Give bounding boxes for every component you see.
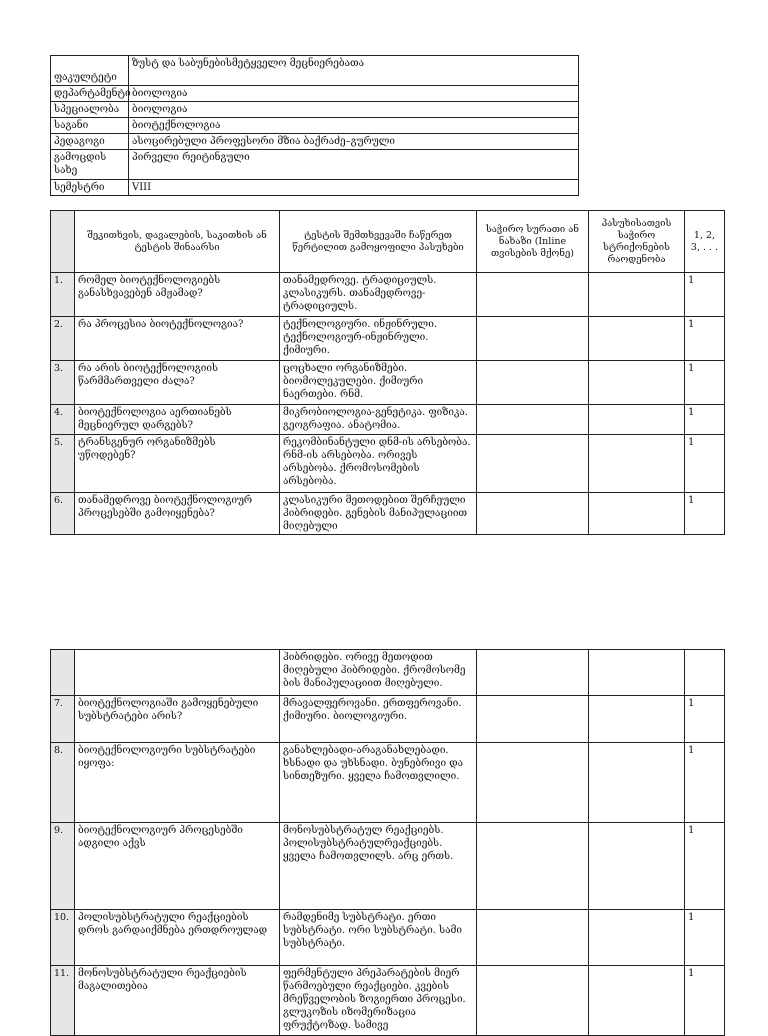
department-row xyxy=(51,86,579,102)
lines-cell xyxy=(589,823,685,910)
department-label: დეპარტამენტი xyxy=(51,86,129,102)
lines-cell xyxy=(589,435,685,493)
row-number xyxy=(51,650,75,696)
answers-cell: ტექნოლოგიური. ინჟინრული. ტექნოლოგიურ-ინჟინრული. ქიმიური. xyxy=(280,317,477,361)
semester-value: VIII xyxy=(129,180,579,196)
table-row xyxy=(51,823,725,910)
image-cell xyxy=(477,317,589,361)
answers-cell: ფერმენტული პრეპარატების მიერ წარმოებული რეაქციები. კვების მრეწველობის ზოგიერთი პროცესი. გლუკოზის იზომერიზაცია ფრუქტოზად. სამივე xyxy=(280,966,477,1036)
row-number: 3. xyxy=(51,361,75,405)
table-row xyxy=(51,696,725,743)
points-cell: 1 xyxy=(685,823,725,910)
question-cell: ბიოტექნოლოგია აერთიანებს მეცნიერულ დარგებს? xyxy=(75,405,280,435)
image-cell xyxy=(477,650,589,696)
question-cell: ბიოტექნოლოგიურ პროცესებში ადგილი აქვს xyxy=(75,823,280,910)
row-number: 2. xyxy=(51,317,75,361)
question-cell: თანამედროვე ბიოტექნოლოგიურ პროცესებში გამოიყენება? xyxy=(75,493,280,535)
exam-type-value: პირველი რეიტინგული xyxy=(129,150,579,180)
table-row xyxy=(51,910,725,966)
header-row xyxy=(51,211,725,273)
points-cell xyxy=(685,650,725,696)
table-row xyxy=(51,743,725,823)
semester-row xyxy=(51,180,579,196)
points-cell: 1 xyxy=(685,743,725,823)
rows-page-1 xyxy=(51,273,725,535)
lines-cell xyxy=(589,493,685,535)
header-image: საჭირო სურათი ან ნახაზი (Inline თვისების მქონე) xyxy=(477,211,589,273)
image-cell xyxy=(477,743,589,823)
questions-table-page-1 xyxy=(50,210,725,535)
department-value: ბიოლოგია xyxy=(129,86,579,102)
course-info-table xyxy=(50,55,579,196)
table-row xyxy=(51,493,725,535)
lines-cell xyxy=(589,273,685,317)
table-row xyxy=(51,650,725,696)
header-num xyxy=(51,211,75,273)
points-cell: 1 xyxy=(685,966,725,1036)
image-cell xyxy=(477,910,589,966)
lines-cell xyxy=(589,910,685,966)
answers-cell: განახლებადი-არაგანახლებადი. ხსნადი და უხსნადი. ბუნებრივი და სინთეზური. ყველა ჩამოთვლილი. xyxy=(280,743,477,823)
specialty-row xyxy=(51,102,579,118)
questions-table-page-2 xyxy=(50,649,725,1036)
teacher-value: ასოცირებული პროფესორი მზია ბაქრაძე–გურული xyxy=(129,134,579,150)
lines-cell xyxy=(589,650,685,696)
image-cell xyxy=(477,405,589,435)
answers-cell: კლასიკური მეთოდებით შერჩეული ჰიბრიდები. გენების მანიპულაციით მიღებული xyxy=(280,493,477,535)
semester-label: სემესტრი xyxy=(51,180,129,196)
exam-type-label: გამოცდის სახე xyxy=(51,150,129,180)
table-row xyxy=(51,317,725,361)
faculty-label: ფაკულტეტი xyxy=(51,56,129,86)
row-number: 6. xyxy=(51,493,75,535)
image-cell xyxy=(477,493,589,535)
table-row xyxy=(51,435,725,493)
lines-cell xyxy=(589,405,685,435)
image-cell xyxy=(477,361,589,405)
exam-type-row xyxy=(51,150,579,180)
specialty-label: სპეციალობა xyxy=(51,102,129,118)
lines-cell xyxy=(589,743,685,823)
image-cell xyxy=(477,966,589,1036)
image-cell xyxy=(477,435,589,493)
question-cell: ტრანსგენურ ორგანიზმებს უწოდებენ? xyxy=(75,435,280,493)
points-cell: 1 xyxy=(685,361,725,405)
image-cell xyxy=(477,273,589,317)
header-answers: ტესტის შემთხვევაში ჩაწერეთ წერტილით გამოყოფილი პასუხები xyxy=(280,211,477,273)
question-cell: რა პროცესია ბიოტექნოლოგია? xyxy=(75,317,280,361)
answers-cell: რამდენიმე სუბსტრატი. ერთი სუბსტრატი. ორი სუბსტრატი. სამი სუბსტრატი. xyxy=(280,910,477,966)
specialty-value: ბიოლოგია xyxy=(129,102,579,118)
question-cell: მონოსუბსტრატული რეაქციების მაგალითებია xyxy=(75,966,280,1036)
header-points: 1, 2, 3, . . . xyxy=(685,211,725,273)
row-number: 4. xyxy=(51,405,75,435)
question-cell: ბიოტექნოლოგიაში გამოყენებული სუბსტრატები არის? xyxy=(75,696,280,743)
faculty-row xyxy=(51,56,579,86)
answers-cell: თანამედროვე. ტრადიციულს. კლასიკურს. თანამედროვე-ტრადიციულს. xyxy=(280,273,477,317)
table-row xyxy=(51,405,725,435)
teacher-label: პედაგოგი xyxy=(51,134,129,150)
points-cell: 1 xyxy=(685,435,725,493)
question-cell: რომელ ბიოტექნოლოგიებს განასხვავებენ ამჟამად? xyxy=(75,273,280,317)
header-lines: პასუხისათვის საჭირო სტრიქონების რაოდენობა xyxy=(589,211,685,273)
table-row xyxy=(51,966,725,1036)
answers-cell: მრავალფეროვანი. ერთფეროვანი. ქიმიური. ბიოლოგიური. xyxy=(280,696,477,743)
question-cell xyxy=(75,650,280,696)
answers-cell: მიკრობიოლოგია-გენეტიკა. ფიზიკა. გეოგრაფია. ანატომია. xyxy=(280,405,477,435)
row-number: 11. xyxy=(51,966,75,1036)
row-number: 1. xyxy=(51,273,75,317)
subject-value: ბიოტექნოლოგია xyxy=(129,118,579,134)
subject-label: საგანი xyxy=(51,118,129,134)
lines-cell xyxy=(589,361,685,405)
teacher-row xyxy=(51,134,579,150)
faculty-value: ზუსტ და საბუნებისმეტყველო მეცნიერებათა xyxy=(129,56,579,86)
image-cell xyxy=(477,696,589,743)
points-cell: 1 xyxy=(685,317,725,361)
points-cell: 1 xyxy=(685,696,725,743)
row-number: 7. xyxy=(51,696,75,743)
answers-cell: რეკომბინანტული დნმ-ის არსებობა. რნმ-ის არსებობა. ორივეს არსებობა. ქრომოსომების არსებობა. xyxy=(280,435,477,493)
row-number: 5. xyxy=(51,435,75,493)
table-row xyxy=(51,361,725,405)
points-cell: 1 xyxy=(685,405,725,435)
table-row xyxy=(51,273,725,317)
image-cell xyxy=(477,823,589,910)
points-cell: 1 xyxy=(685,493,725,535)
subject-row xyxy=(51,118,579,134)
answers-cell: მონოსუბსტრატულ რეაქციებს. პოლისუბსტრატულრეაქციებს. ყველა ჩამოთვლილს. არც ერთს. xyxy=(280,823,477,910)
lines-cell xyxy=(589,696,685,743)
rows-page-2 xyxy=(51,650,725,1036)
header-question: შეკითხვის, დავალების, საკითხის ან ტესტის შინაარსი xyxy=(75,211,280,273)
points-cell: 1 xyxy=(685,910,725,966)
points-cell: 1 xyxy=(685,273,725,317)
question-cell: რა არის ბიოტექნოლოგიის წარმმართველი ძალა? xyxy=(75,361,280,405)
row-number: 8. xyxy=(51,743,75,823)
row-number: 10. xyxy=(51,910,75,966)
lines-cell xyxy=(589,317,685,361)
question-cell: ბიოტექნოლოგიური სუბსტრატები იყოფა: xyxy=(75,743,280,823)
lines-cell xyxy=(589,966,685,1036)
question-cell: პოლისუბსტრატული რეაქციების დროს გარდაიქმნება ერთდროულად xyxy=(75,910,280,966)
row-number: 9. xyxy=(51,823,75,910)
answers-cell: ცოცხალი ორგანიზმები. ბიომოლეკულები. ქიმიური ნაერთები. რნმ. xyxy=(280,361,477,405)
answers-cell: ჰიბრიდები. ორივე მეთოდით მიღებული ჰიბრიდები. ქრომოსომე ბის მანიპულაციით მიღებული. xyxy=(280,650,477,696)
